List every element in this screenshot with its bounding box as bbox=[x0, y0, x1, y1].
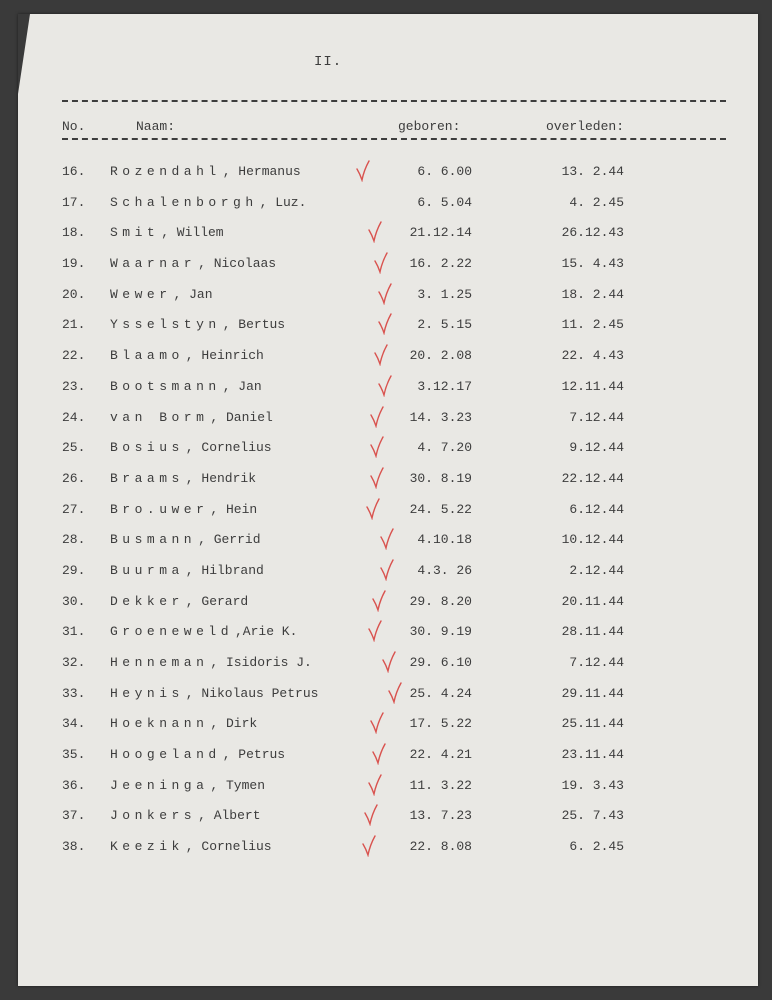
row-death-date: 9.12.44 bbox=[569, 440, 624, 456]
checkmark-icon bbox=[374, 344, 388, 366]
row-birth-date: 30. 9.19 bbox=[409, 624, 472, 640]
checkmark-icon bbox=[368, 774, 382, 796]
row-birth-date: 17. 5.22 bbox=[409, 716, 472, 732]
row-death-date: 19. 3.43 bbox=[561, 777, 624, 793]
row-birth-date: 14. 3.23 bbox=[409, 409, 472, 425]
checkmark-icon bbox=[378, 313, 392, 335]
table-row bbox=[18, 375, 758, 406]
table-row bbox=[18, 804, 758, 835]
row-given-name: , Dirk bbox=[210, 716, 258, 732]
table-row bbox=[18, 590, 758, 621]
header-no: No. bbox=[62, 119, 86, 134]
row-birth-date: 6. 5.04 bbox=[417, 194, 472, 210]
row-birth-date: 13. 7.23 bbox=[409, 808, 472, 824]
row-surname: Wewer bbox=[110, 286, 172, 302]
table-row bbox=[18, 528, 758, 559]
page-number: II. bbox=[314, 54, 343, 70]
row-given-name: , Nikolaus Petrus bbox=[185, 685, 319, 701]
row-given-name: , Cornelius bbox=[185, 440, 272, 456]
row-surname: Rozendahl bbox=[110, 164, 221, 179]
table-row bbox=[18, 191, 758, 222]
row-death-date: 18. 2.44 bbox=[561, 286, 624, 302]
row-given-name: , Bertus bbox=[222, 317, 286, 333]
row-given-name: , Luz. bbox=[259, 194, 307, 210]
row-number: 38. bbox=[62, 839, 86, 855]
row-surname: Henneman bbox=[110, 655, 209, 670]
table-row bbox=[18, 221, 758, 252]
row-death-date: 25.11.44 bbox=[561, 716, 624, 732]
row-number: 32. bbox=[62, 655, 86, 670]
row-surname: Bro.uwer bbox=[110, 501, 209, 517]
row-birth-date: 3. 1.25 bbox=[417, 286, 472, 302]
row-given-name: , Hendrik bbox=[185, 470, 257, 486]
row-given-name: , Daniel bbox=[210, 409, 273, 425]
header-name: Naam: bbox=[136, 119, 176, 134]
checkmark-icon bbox=[370, 436, 384, 458]
document-page bbox=[18, 14, 758, 986]
checkmark-icon bbox=[356, 160, 370, 182]
row-number: 37. bbox=[62, 808, 86, 824]
row-number: 31. bbox=[62, 624, 86, 640]
row-surname: Hoogeland bbox=[110, 747, 221, 763]
checkmark-icon bbox=[372, 590, 386, 612]
row-number: 35. bbox=[62, 747, 86, 763]
header-rule-bottom bbox=[62, 138, 726, 140]
table-row bbox=[18, 344, 758, 375]
row-given-name: , Heinrich bbox=[185, 348, 264, 364]
row-given-name: , Isidoris J. bbox=[210, 655, 312, 670]
row-surname: Busmann bbox=[110, 532, 197, 548]
table-row bbox=[18, 406, 758, 437]
row-birth-date: 4.10.18 bbox=[417, 532, 472, 548]
row-birth-date: 29. 8.20 bbox=[409, 593, 472, 609]
row-death-date: 7.12.44 bbox=[569, 409, 624, 425]
folded-corner bbox=[18, 14, 30, 94]
row-surname: van Borm bbox=[110, 409, 209, 425]
row-surname: Schalenborgh bbox=[110, 194, 258, 210]
header-died: overleden: bbox=[546, 119, 625, 134]
row-given-name: , Tymen bbox=[210, 777, 265, 793]
row-surname: Groeneweld bbox=[110, 624, 234, 640]
row-birth-date: 3.12.17 bbox=[417, 378, 472, 394]
checkmark-icon bbox=[364, 804, 378, 826]
row-given-name: ,Arie K. bbox=[235, 624, 298, 640]
row-death-date: 6.12.44 bbox=[569, 501, 624, 517]
row-birth-date: 24. 5.22 bbox=[409, 501, 472, 517]
table-row bbox=[18, 160, 758, 191]
row-given-name: , Albert bbox=[198, 808, 261, 824]
row-number: 20. bbox=[62, 286, 86, 302]
row-death-date: 13. 2.44 bbox=[561, 164, 624, 179]
header-born: geboren: bbox=[398, 119, 461, 134]
row-number: 25. bbox=[62, 440, 86, 456]
row-number: 22. bbox=[62, 348, 86, 364]
row-birth-date: 2. 5.15 bbox=[417, 317, 472, 333]
row-surname: Jeeninga bbox=[110, 777, 209, 793]
table-row bbox=[18, 498, 758, 529]
row-given-name: , Cornelius bbox=[185, 839, 272, 855]
row-death-date: 22. 4.43 bbox=[561, 348, 624, 364]
row-number: 26. bbox=[62, 470, 86, 486]
checkmark-icon bbox=[382, 651, 396, 673]
row-birth-date: 22. 4.21 bbox=[409, 747, 472, 763]
row-number: 29. bbox=[62, 562, 86, 578]
row-surname: Hoeknann bbox=[110, 716, 209, 732]
checkmark-icon bbox=[362, 835, 376, 857]
checkmark-icon bbox=[380, 528, 394, 550]
row-given-name: , Willem bbox=[161, 225, 224, 241]
header-rule-top bbox=[62, 100, 726, 102]
row-death-date: 23.11.44 bbox=[561, 747, 624, 763]
row-given-name: , Gerard bbox=[185, 593, 249, 609]
row-death-date: 15. 4.43 bbox=[561, 256, 624, 272]
row-surname: Keezik bbox=[110, 839, 184, 855]
table-row bbox=[18, 620, 758, 651]
row-number: 17. bbox=[62, 194, 86, 210]
table-row bbox=[18, 467, 758, 498]
row-surname: Blaamo bbox=[110, 348, 184, 364]
row-death-date: 25. 7.43 bbox=[561, 808, 624, 824]
row-number: 36. bbox=[62, 777, 86, 793]
row-surname: Bosius bbox=[110, 440, 184, 456]
row-surname: Bootsmann bbox=[110, 378, 221, 394]
checkmark-icon bbox=[370, 712, 384, 734]
row-given-name: , Nicolaas bbox=[198, 256, 277, 272]
row-number: 24. bbox=[62, 409, 86, 425]
row-number: 18. bbox=[62, 225, 86, 241]
checkmark-icon bbox=[372, 743, 386, 765]
row-birth-date: 6. 6.00 bbox=[417, 164, 472, 179]
row-death-date: 7.12.44 bbox=[569, 655, 624, 670]
row-given-name: , Hilbrand bbox=[185, 562, 264, 578]
row-death-date: 6. 2.45 bbox=[569, 839, 624, 855]
row-death-date: 20.11.44 bbox=[561, 593, 624, 609]
row-number: 34. bbox=[62, 716, 86, 732]
row-given-name: , Hein bbox=[210, 501, 258, 517]
row-surname: Heynis bbox=[110, 685, 184, 701]
checkmark-icon bbox=[378, 375, 392, 397]
row-number: 16. bbox=[62, 164, 86, 179]
checkmark-icon bbox=[378, 283, 392, 305]
table-row bbox=[18, 774, 758, 805]
record-list bbox=[18, 160, 758, 866]
row-death-date: 12.11.44 bbox=[561, 378, 624, 394]
row-surname: Braams bbox=[110, 470, 184, 486]
checkmark-icon bbox=[368, 221, 382, 243]
row-birth-date: 29. 6.10 bbox=[409, 655, 472, 670]
row-birth-date: 25. 4.24 bbox=[409, 685, 472, 701]
row-birth-date: 21.12.14 bbox=[409, 225, 472, 241]
row-birth-date: 20. 2.08 bbox=[409, 348, 472, 364]
checkmark-icon bbox=[388, 682, 402, 704]
row-number: 19. bbox=[62, 256, 86, 272]
table-row bbox=[18, 252, 758, 283]
row-given-name: , Gerrid bbox=[198, 532, 261, 548]
row-birth-date: 4. 7.20 bbox=[417, 440, 472, 456]
table-row bbox=[18, 743, 758, 774]
row-given-name: , Jan bbox=[173, 286, 213, 302]
table-row bbox=[18, 559, 758, 590]
row-death-date: 29.11.44 bbox=[561, 685, 624, 701]
row-number: 33. bbox=[62, 685, 86, 701]
row-surname: Waarnar bbox=[110, 256, 197, 272]
row-surname: Dekker bbox=[110, 593, 184, 609]
checkmark-icon bbox=[370, 467, 384, 489]
row-number: 21. bbox=[62, 317, 86, 333]
table-row bbox=[18, 283, 758, 314]
row-surname: Ysselstyn bbox=[110, 317, 221, 333]
row-given-name: , Hermanus bbox=[222, 164, 301, 179]
checkmark-icon bbox=[370, 406, 384, 428]
row-death-date: 10.12.44 bbox=[561, 532, 624, 548]
row-surname: Smit bbox=[110, 225, 160, 241]
table-row bbox=[18, 436, 758, 467]
row-death-date: 22.12.44 bbox=[561, 470, 624, 486]
row-birth-date: 11. 3.22 bbox=[409, 777, 472, 793]
row-death-date: 2.12.44 bbox=[569, 562, 624, 578]
row-number: 27. bbox=[62, 501, 86, 517]
table-row bbox=[18, 835, 758, 866]
table-row bbox=[18, 651, 758, 682]
row-surname: Jonkers bbox=[110, 808, 197, 824]
table-row bbox=[18, 313, 758, 344]
row-number: 23. bbox=[62, 378, 86, 394]
row-death-date: 4. 2.45 bbox=[569, 194, 624, 210]
row-number: 30. bbox=[62, 593, 86, 609]
row-number: 28. bbox=[62, 532, 86, 548]
row-death-date: 28.11.44 bbox=[561, 624, 624, 640]
checkmark-icon bbox=[368, 620, 382, 642]
row-birth-date: 4.3. 26 bbox=[417, 562, 472, 578]
row-death-date: 26.12.43 bbox=[561, 225, 624, 241]
row-birth-date: 16. 2.22 bbox=[409, 256, 472, 272]
row-birth-date: 30. 8.19 bbox=[409, 470, 472, 486]
row-given-name: , Jan bbox=[222, 378, 262, 394]
row-surname: Buurma bbox=[110, 562, 184, 578]
checkmark-icon bbox=[374, 252, 388, 274]
table-row bbox=[18, 682, 758, 713]
checkmark-icon bbox=[366, 498, 380, 520]
checkmark-icon bbox=[380, 559, 394, 581]
table-row bbox=[18, 712, 758, 743]
row-birth-date: 22. 8.08 bbox=[409, 839, 472, 855]
row-given-name: , Petrus bbox=[222, 747, 286, 763]
row-death-date: 11. 2.45 bbox=[561, 317, 624, 333]
